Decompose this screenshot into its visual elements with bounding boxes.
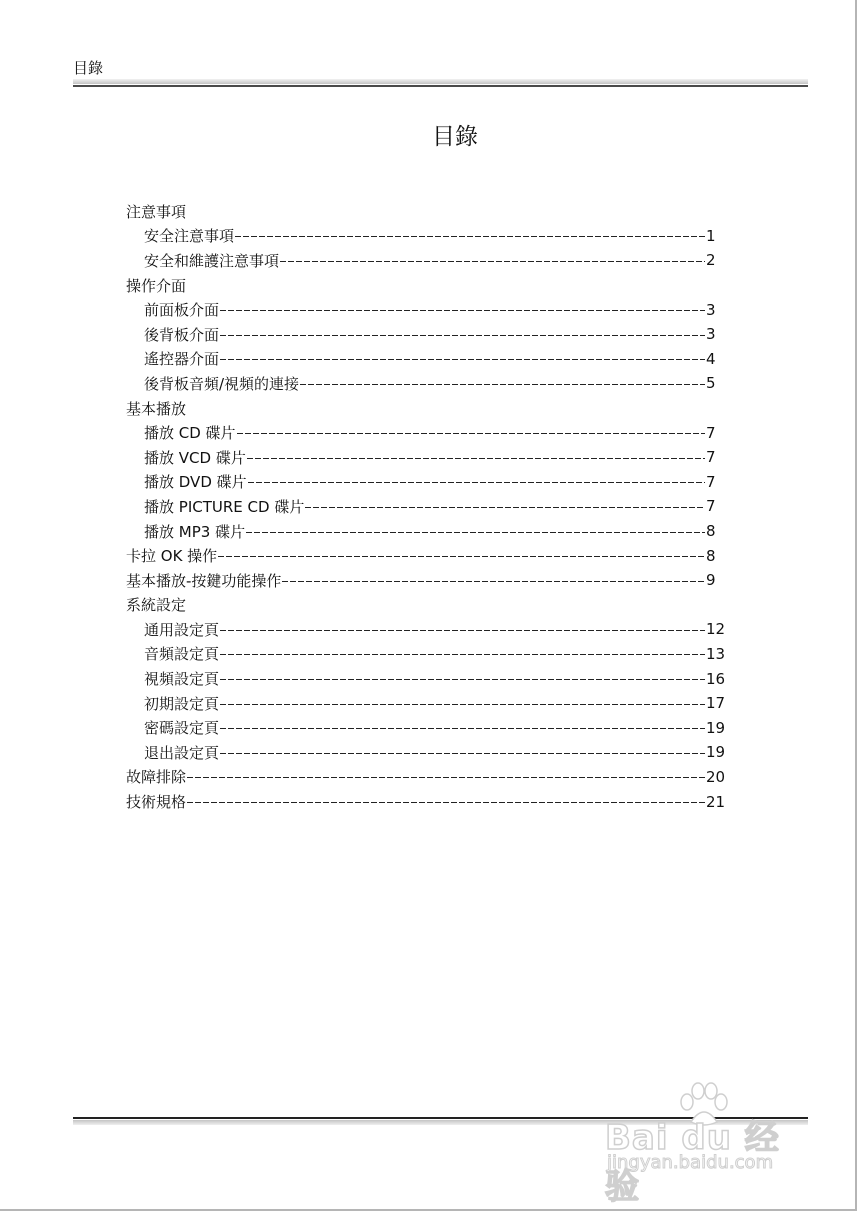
toc-dash-leader — [246, 532, 705, 533]
toc-label: 播放 DVD 碟片 — [144, 473, 247, 492]
toc-section-row[interactable] — [126, 396, 726, 421]
toc-page-number: 7 — [706, 472, 716, 491]
toc-entry-row[interactable] — [126, 666, 726, 691]
toc-page-number: 3 — [706, 325, 716, 344]
toc-entry-row[interactable] — [126, 470, 726, 495]
toc-label: 後背板音頻/視頻的連接 — [144, 374, 300, 393]
toc-label: 安全和維護注意事項 — [144, 251, 280, 270]
toc-page-number: 2 — [706, 251, 716, 270]
toc-label: 播放 VCD 碟片 — [144, 448, 246, 467]
toc-page-number: 16 — [706, 669, 726, 688]
toc-entry-row[interactable] — [126, 715, 726, 740]
toc-entry-row[interactable] — [126, 494, 726, 519]
toc-entry-row[interactable] — [126, 445, 726, 470]
toc-label: 後背板介面 — [144, 325, 220, 344]
toc-label: 基本播放-按鍵功能操作 — [126, 571, 282, 590]
toc-page-number: 19 — [706, 718, 726, 737]
header-rule-line — [73, 85, 808, 87]
toc-label: 前面板介面 — [144, 301, 220, 320]
toc-entry-row[interactable] — [126, 347, 726, 372]
toc-entry-row[interactable] — [126, 691, 726, 716]
toc-section-row[interactable] — [126, 568, 726, 593]
toc-page-number: 9 — [706, 571, 716, 590]
toc-label: 遙控器介面 — [144, 350, 220, 369]
toc-page-number: 1 — [706, 226, 716, 245]
watermark-url: jingyan.baidu.com — [607, 1152, 774, 1173]
toc-dash-leader — [220, 704, 705, 705]
toc-page-number: 17 — [706, 694, 726, 713]
toc-page-number: 7 — [706, 497, 716, 516]
toc-page-number: 19 — [706, 743, 726, 762]
toc-dash-leader — [300, 384, 705, 385]
toc-section-row[interactable] — [126, 765, 726, 790]
toc-dash-leader — [220, 753, 705, 754]
toc-section-row[interactable] — [126, 199, 726, 224]
toc-dash-leader — [235, 236, 705, 237]
baidu-watermark — [603, 1082, 813, 1207]
header-rule — [73, 79, 808, 87]
toc-page-number: 7 — [706, 423, 716, 442]
toc-section-row[interactable] — [126, 789, 726, 814]
toc-label: 基本播放 — [126, 399, 187, 418]
toc-dash-leader — [220, 359, 705, 360]
toc-label: 密碼設定頁 — [144, 719, 220, 738]
toc-dash-leader — [282, 581, 705, 582]
toc-label: 初期設定頁 — [144, 694, 220, 713]
toc-page-number: 20 — [706, 767, 726, 786]
toc-dash-leader — [220, 335, 705, 336]
toc-page-number: 3 — [706, 300, 716, 319]
toc-page-number: 21 — [706, 792, 726, 811]
toc-entry-row[interactable] — [126, 519, 726, 544]
header-rule-gradient — [73, 79, 808, 84]
toc-entry-row[interactable] — [126, 642, 726, 667]
table-of-contents — [126, 199, 726, 814]
toc-label: 播放 CD 碟片 — [144, 424, 236, 443]
toc-label: 退出設定頁 — [144, 743, 220, 762]
toc-label: 系統設定 — [126, 596, 187, 615]
toc-section-row[interactable] — [126, 593, 726, 618]
toc-page-number: 5 — [706, 374, 716, 393]
toc-entry-row[interactable] — [126, 420, 726, 445]
toc-entry-row[interactable] — [126, 322, 726, 347]
toc-label: 播放 PICTURE CD 碟片 — [144, 497, 305, 516]
toc-section-row[interactable] — [126, 543, 726, 568]
toc-label: 注意事項 — [126, 202, 187, 221]
toc-section-row[interactable] — [126, 273, 726, 298]
toc-entry-row[interactable] — [126, 740, 726, 765]
toc-entry-row[interactable] — [126, 248, 726, 273]
toc-dash-leader — [187, 777, 705, 778]
toc-page-number: 13 — [706, 644, 726, 663]
toc-dash-leader — [218, 556, 705, 557]
toc-page-number: 8 — [706, 546, 716, 565]
toc-dash-leader — [220, 310, 705, 311]
toc-label: 視頻設定頁 — [144, 670, 220, 689]
toc-dash-leader — [220, 728, 705, 729]
toc-dash-leader — [237, 433, 705, 434]
toc-dash-leader — [248, 482, 705, 483]
toc-label: 故障排除 — [126, 768, 187, 787]
toc-label: 操作介面 — [126, 276, 187, 295]
toc-label: 安全注意事項 — [144, 227, 235, 246]
toc-page-number: 8 — [706, 522, 716, 541]
toc-label: 音頻設定頁 — [144, 645, 220, 664]
toc-entry-row[interactable] — [126, 224, 726, 249]
toc-dash-leader — [280, 261, 705, 262]
toc-page-number: 7 — [706, 448, 716, 467]
toc-dash-leader — [220, 630, 705, 631]
page-title: 目錄 — [432, 124, 478, 150]
toc-dash-leader — [305, 507, 705, 508]
toc-entry-row[interactable] — [126, 371, 726, 396]
toc-page-number: 4 — [706, 349, 716, 368]
toc-dash-leader — [220, 679, 705, 680]
toc-label: 卡拉 OK 操作 — [126, 547, 218, 566]
toc-label: 播放 MP3 碟片 — [144, 522, 246, 541]
toc-label: 技術規格 — [126, 793, 187, 812]
running-header: 目錄 — [73, 59, 104, 77]
toc-dash-leader — [247, 458, 705, 459]
toc-entry-row[interactable] — [126, 297, 726, 322]
toc-dash-leader — [187, 802, 705, 803]
toc-entry-row[interactable] — [126, 617, 726, 642]
toc-dash-leader — [220, 654, 705, 655]
toc-label: 通用設定頁 — [144, 620, 220, 639]
watermark-brand: Bai du 经验 — [605, 1118, 780, 1207]
toc-page-number: 12 — [706, 620, 726, 639]
